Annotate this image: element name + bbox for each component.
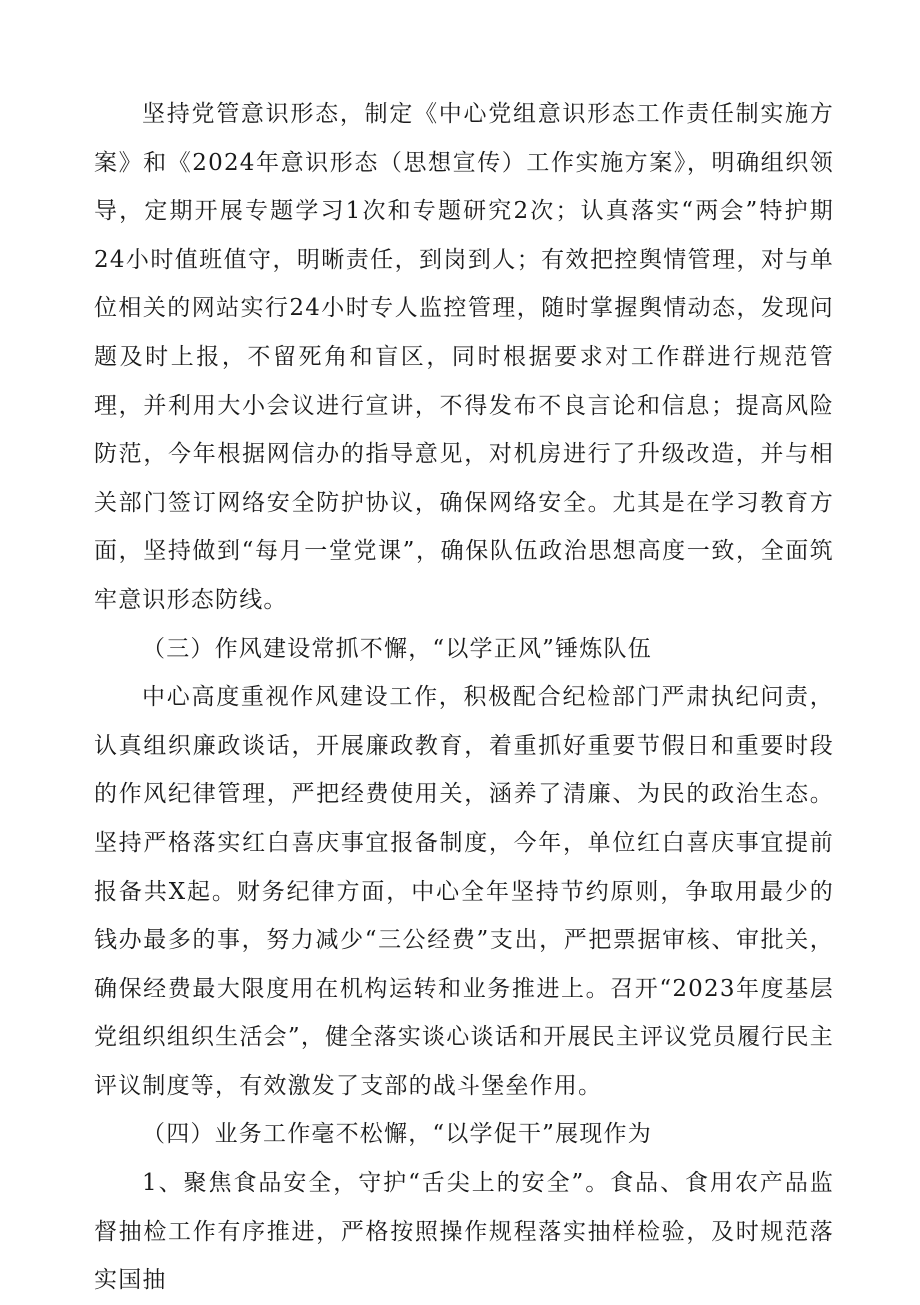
paragraph-ideology-work: 坚持党管意识形态，制定《中心党组意识形态工作责任制实施方案》和《2024年意识形态（思想宣传）工作实施方案》，明确组织领导，定期开展专题学习1次和专题研究2次；认真落实“两会”特护期24小时值班值守，明晰责任，到岗到人；有效把控舆情管理，对与单位相关的网站实行24小时专人监控管理，随时掌握舆情动态，发现问题及时上报，不留死角和盲区，同时根据要求对工作群进行规范管理，并利用大小会议进行宣讲，不得发布不良言论和信息；提高风险防范，今年根据网信办的指导意见，对机房进行了升级改造，并与相关部门签订网络安全防护协议，确保网络安全。尤其是在学习教育方面，坚持做到“每月一堂党课”，确保队伍政治思想高度一致，全面筑牢意识形态防线。 bbox=[94, 101, 834, 613]
document-body bbox=[94, 90, 834, 1305]
paragraph-work-style: 中心高度重视作风建设工作，积极配合纪检部门严肃执纪问责，认真组织廉政谈话，开展廉政教育，着重抓好重要节假日和重要时段的作风纪律管理，严把经费使用关，涵养了清廉、为民的政治生态。坚持严格落实红白喜庆事宜报备制度，今年，单位红白喜庆事宜提前报备共X起。财务纪律方面，中心全年坚持节约原则，争取用最少的钱办最多的事，努力减少“三公经费”支出，严把票据审核、审批关，确保经费最大限度用在机构运转和业务推进上。召开“2023年度基层党组织组织生活会”，健全落实谈心谈话和开展民主评议党员履行民主评议制度等，有效激发了支部的战斗堡垒作用。 bbox=[94, 684, 834, 1099]
section-heading-4: （四）业务工作毫不松懈，“以学促干”展现作为 bbox=[142, 1121, 652, 1148]
paragraph-food-safety: 1、聚焦食品安全，守护“舌尖上的安全”。食品、食用农产品监督抽检工作有序推进，严格按照操作规程落实抽样检验，及时规范落实国抽 bbox=[94, 1170, 834, 1294]
section-heading-3: （三）作风建设常抓不懈，“以学正风”锤炼队伍 bbox=[142, 635, 652, 662]
